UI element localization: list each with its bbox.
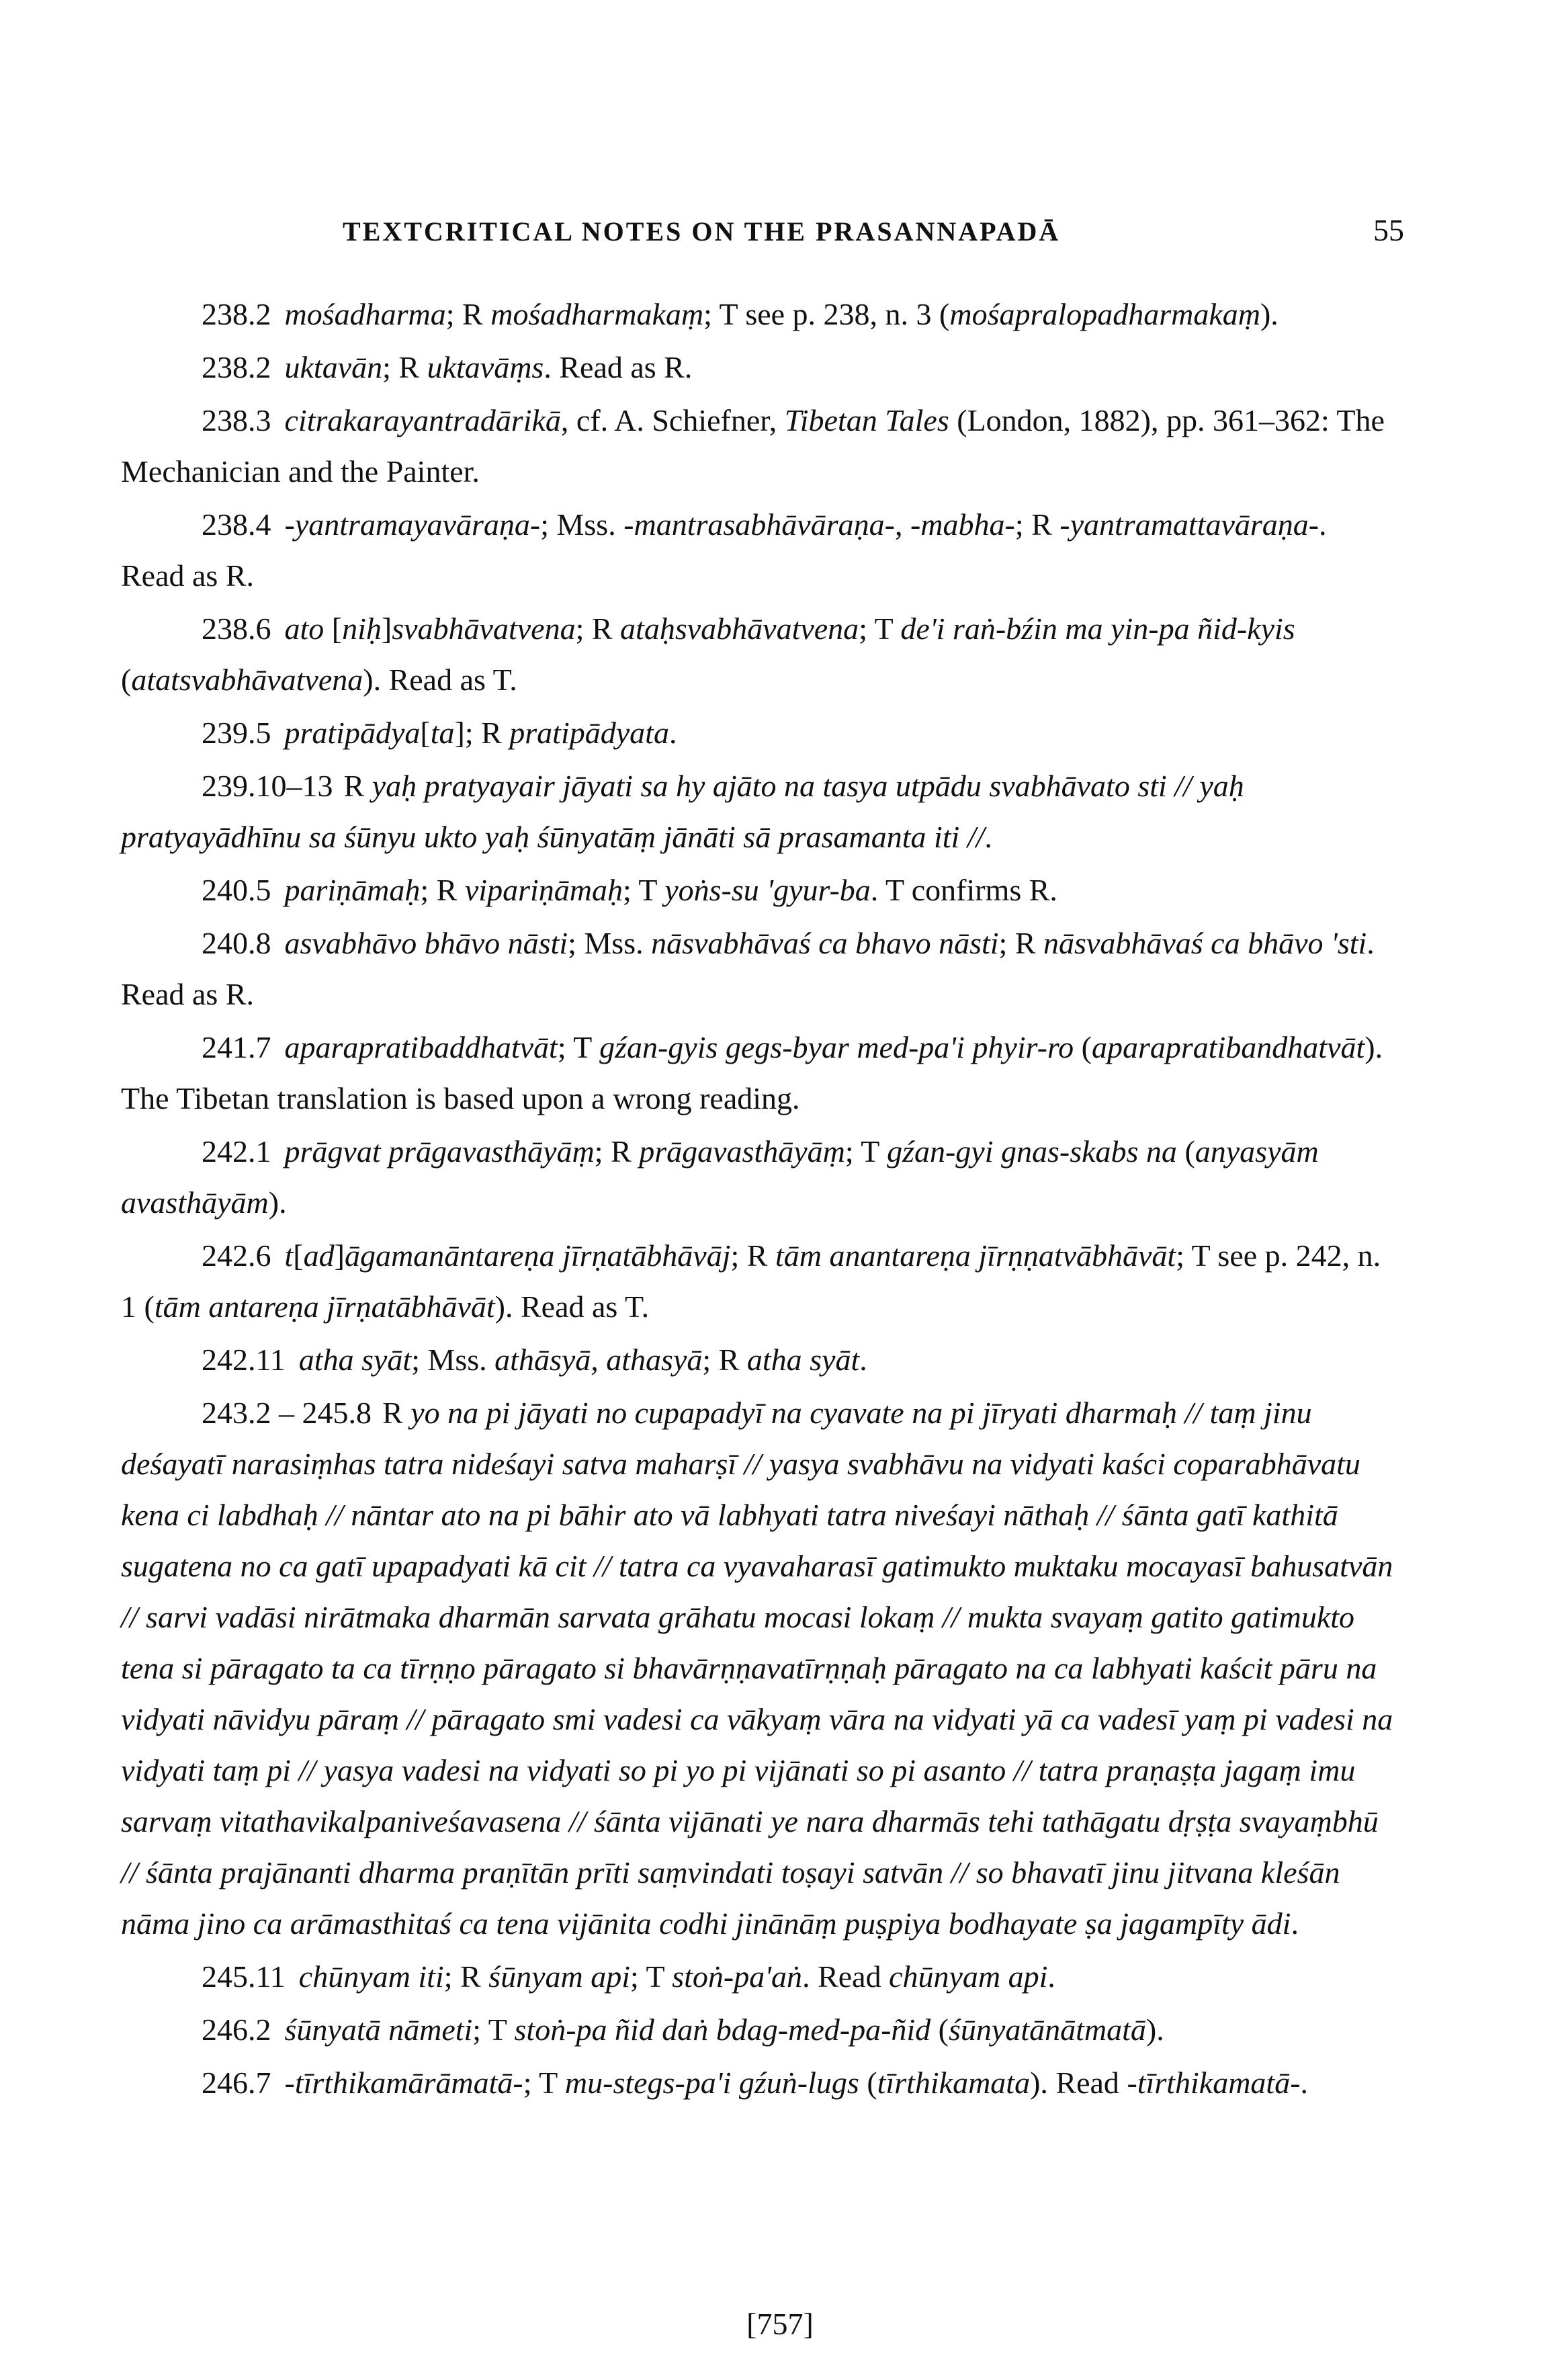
note-italic-text: -tīrthikamatā- [1127, 2066, 1301, 2100]
note-text: ; T see p. 238, n. 3 ( [703, 297, 950, 331]
textcritical-notes [121, 289, 1397, 2111]
note-text: ; T [844, 1134, 887, 1168]
page-footer [0, 2306, 1560, 2342]
note-text: ; Mss. [540, 507, 624, 542]
note-text: ; Mss. [568, 926, 652, 960]
note-italic-text: athāsyā, athasyā [494, 1343, 703, 1377]
note-text: . [984, 820, 992, 854]
note-italic-text: t [284, 1238, 294, 1273]
note-text: . [859, 1343, 867, 1377]
note-text: ; R [730, 1238, 775, 1273]
note-italic-text: mośapralopadharmakaṃ [949, 297, 1260, 331]
note-entry [121, 865, 1397, 916]
note-italic-text: āgamanāntareṇa jīrṇatābhāvāj [344, 1238, 731, 1273]
note-italic-text: yaḥ pratyayair jāyati sa hy ajāto na tasya utpādu svabhāvato sti // yaḥ pratyayādhīnu sa śūnyu ukto yaḥ śūnyatāṃ jānāti sā prasamanta iti // [121, 769, 1244, 854]
note-reference: 240.5 [202, 873, 271, 907]
note-reference: 242.6 [202, 1238, 271, 1273]
note-entry [121, 499, 1397, 601]
note-italic-text: nāsvabhāvaś ca bhavo nāsti [651, 926, 999, 960]
note-italic-text: gźan-gyi gnas-skabs na [887, 1134, 1177, 1168]
page-number: 55 [1373, 213, 1404, 247]
note-entry [121, 395, 1397, 497]
note-entry [121, 761, 1397, 863]
note-reference: 246.2 [202, 2012, 271, 2047]
note-italic-text: ato [284, 611, 324, 646]
note-text: ; R [382, 350, 427, 384]
note-text: ). The Tibetan translation is based upon a wrong reading. [121, 1030, 1383, 1115]
note-text: ; T see p. 242, n. 1 ( [121, 1238, 1381, 1324]
note-italic-text: nāsvabhāvaś ca bhāvo 'sti [1043, 926, 1367, 960]
note-text: ; Mss. [411, 1343, 495, 1377]
note-italic-text: uktavān [284, 350, 383, 384]
page-header [343, 212, 1404, 248]
note-italic-text: tām antareṇa jīrṇatābhāvāt [154, 1289, 495, 1324]
note-italic-text: atha syāt [746, 1343, 860, 1377]
note-text: [ [293, 1238, 304, 1273]
note-entry [121, 2004, 1397, 2055]
note-italic-text: aparapratibaddhatvāt [284, 1030, 558, 1064]
note-text: ; T [472, 2012, 515, 2047]
note-text: ). [268, 1185, 287, 1220]
note-italic-text: gźan-gyis gegs-byar med-pa'i phyir-ro [599, 1030, 1074, 1064]
note-text: ] [381, 611, 392, 646]
note-italic-text: vipariṇāmaḥ [464, 873, 623, 907]
note-italic-text: -mabha- [910, 507, 1015, 542]
note-italic-text: mu-stegs-pa'i gźuṅ-lugs [564, 2066, 859, 2100]
note-text: ; T [859, 611, 901, 646]
note-text: [ [324, 611, 343, 646]
note-text: ). Read as T. [494, 1289, 650, 1324]
note-italic-text: prāgavasthāyāṃ [639, 1134, 845, 1168]
note-italic-text: de'i raṅ-bźin ma yin-pa ñid-kyis [900, 611, 1295, 646]
note-entry [121, 1230, 1397, 1332]
note-italic-text: asvabhāvo bhāvo nāsti [284, 926, 568, 960]
note-italic-text: ad [303, 1238, 335, 1273]
note-text: , cf. A. Schiefner, [560, 403, 785, 437]
note-reference: 239.5 [202, 716, 271, 750]
note-text: ( [1074, 1030, 1092, 1064]
note-entry [121, 603, 1397, 706]
note-italic-text: -yantramayavāraṇa- [284, 507, 541, 542]
note-reference: 246.7 [202, 2066, 271, 2100]
note-text: [ [420, 716, 431, 750]
note-text: ; R [1014, 507, 1060, 542]
note-text: . T confirms R. [870, 873, 1057, 907]
note-text: ; R [420, 873, 465, 907]
note-italic-text: stoṅ-pa ñid daṅ bdag-med-pa-ñid [514, 2012, 931, 2047]
note-text: ; R [575, 611, 621, 646]
note-italic-text: tām anantareṇa jīrṇṇatvābhāvāt [775, 1238, 1176, 1273]
note-italic-text: pratipādya [284, 716, 421, 750]
note-text: ). Read [1030, 2066, 1127, 2100]
note-italic-text: mośadharmakaṃ [490, 297, 704, 331]
note-italic-text: uktavāṃs [427, 350, 544, 384]
note-italic-text: yoṅs-su 'gyur-ba [664, 873, 871, 907]
note-italic-text: ataḥsvabhāvatvena [620, 611, 859, 646]
note-italic-text: chūnyam api [889, 1959, 1048, 1994]
running-title: TEXTCRITICAL NOTES ON THE PRASANNAPADĀ [343, 216, 1061, 247]
note-reference: 243.2 – 245.8 [202, 1396, 372, 1430]
note-entry [121, 708, 1397, 759]
note-italic-text: śūnyatānātmatā [949, 2012, 1146, 2047]
note-reference: 238.2 [202, 350, 271, 384]
note-text: ( [859, 2066, 877, 2100]
note-italic-text: aparapratibandhatvāt [1091, 1030, 1365, 1064]
note-text: ]; R [454, 716, 510, 750]
note-text: (London, 1882), pp. 361–362: The Mechanician and the Painter. [121, 403, 1385, 488]
note-italic-text: mośadharma [284, 297, 446, 331]
note-reference: 239.10–13 [202, 769, 333, 803]
note-text: ; R [445, 297, 491, 331]
note-reference: 242.1 [202, 1134, 271, 1168]
note-reference: 245.11 [202, 1959, 286, 1994]
note-italic-text: chūnyam iti [298, 1959, 444, 1994]
note-text: ). Read as T. [363, 663, 517, 697]
note-italic-text: niḥ [342, 611, 382, 646]
note-italic-text: svabhāvatvena [392, 611, 576, 646]
note-text: ( [121, 663, 132, 697]
note-italic-text: tīrthikamata [877, 2066, 1031, 2100]
note-entry [121, 2057, 1397, 2109]
note-text: . Read as R. [121, 507, 1327, 593]
note-entry [121, 918, 1397, 1020]
note-italic-text: śūnyam api [488, 1959, 630, 1994]
note-text: ] [334, 1238, 345, 1273]
note-reference: 238.4 [202, 507, 271, 542]
note-text: ; T [622, 873, 665, 907]
note-text: ). [1145, 2012, 1164, 2047]
note-entry [121, 1022, 1397, 1124]
note-text: . [668, 716, 677, 750]
note-text: R [382, 1396, 411, 1430]
folio-number: [757] [746, 2307, 814, 2341]
note-text: ; R [998, 926, 1044, 960]
note-text: R [343, 769, 372, 803]
note-text: ; T [630, 1959, 673, 1994]
note-italic-text: pariṇāmaḥ [284, 873, 421, 907]
note-italic-text: -tīrthikamārāmatā- [284, 2066, 523, 2100]
note-italic-text: anyasyām avasthāyām [121, 1134, 1319, 1220]
note-text: ( [930, 2012, 949, 2047]
note-italic-text: pratipādyata [509, 716, 669, 750]
note-reference: 240.8 [202, 926, 271, 960]
note-entry [121, 1951, 1397, 2002]
note-italic-text: śūnyatā nāmeti [284, 2012, 473, 2047]
note-text: ( [1176, 1134, 1195, 1168]
note-italic-text: ta [430, 716, 455, 750]
note-entry [121, 1126, 1397, 1228]
note-entry [121, 1388, 1397, 1949]
note-text: , [894, 507, 910, 542]
note-entry [121, 1334, 1397, 1386]
note-text: ; R [702, 1343, 747, 1377]
note-text: . [1291, 1906, 1299, 1941]
note-text: ; R [594, 1134, 640, 1168]
note-italic-text: stoṅ-pa'aṅ [672, 1959, 803, 1994]
note-italic-text: atha syāt [298, 1343, 412, 1377]
note-reference: 238.6 [202, 611, 271, 646]
note-italic-text: -mantrasabhāvāraṇa- [623, 507, 895, 542]
note-italic-text: atatsvabhāvatvena [131, 663, 363, 697]
note-entry [121, 289, 1397, 340]
note-text: . Read as R. [544, 350, 693, 384]
note-reference: 238.3 [202, 403, 271, 437]
note-italic-text: -yantramattavāraṇa- [1059, 507, 1319, 542]
note-reference: 242.11 [202, 1343, 286, 1377]
note-reference: 241.7 [202, 1030, 271, 1064]
note-text: ; T [523, 2066, 565, 2100]
note-text: . Read as R. [121, 926, 1375, 1011]
note-text: . [1047, 1959, 1055, 1994]
note-entry [121, 342, 1397, 393]
note-text: ). [1260, 297, 1279, 331]
note-italic-text: Tibetan Tales [784, 403, 949, 437]
note-reference: 238.2 [202, 297, 271, 331]
note-text: ; R [443, 1959, 489, 1994]
note-italic-text: citrakarayantradārikā [284, 403, 561, 437]
note-text: ; T [557, 1030, 600, 1064]
note-text: . Read [802, 1959, 890, 1994]
note-italic-text: yo na pi jāyati no cupapadyī na cyavate na pi jīryati dharmaḥ // taṃ jinu deśayatī narasiṃhas tatra nideśayi satva maharṣī // yasya svabhāvu na vidyati kaści coparabhāvatu kena ci labdhaḥ // nāntar ato na pi bāhir ato vā labhyati tatra niveśayi nāthaḥ // śānta gatī kathitā sugatena no ca gatī upapadyati kā cit // tatra ca vyavaharasī gatimukto muktaku mocayasī bahusatvān // sarvi vadāsi nirātmaka dharmān sarvata grāhatu mocasi lokaṃ // mukta svayaṃ gatito gatimukto tena si pāragato ta ca tīrṇṇo pāragato si bhavārṇṇavatīrṇṇaḥ pāragato na ca labhyati kaścit pāru na vidyati nāvidyu pāraṃ // pāragato smi vadesi ca vākyaṃ vāra na vidyati yā ca vadesī yaṃ pi vadesi na vidyati taṃ pi // yasya vadesi na vidyati so pi yo pi vijānati so pi asanto // tatra praṇaṣṭa jagaṃ imu sarvaṃ vitathavikalpaniveśavasena // śānta vijānati ye nara dharmās tehi tathāgatu dṛṣṭa svayaṃbhū // śānta prajānanti dharma praṇītān prīti saṃvindati toṣayi satvān // so bhavatī jinu jitvana kleśān nāma jino ca arāmasthitaś ca tena vijānita codhi jinānāṃ puṣpiya bodhayate ṣa jagampīty ādi [121, 1396, 1393, 1941]
note-italic-text: prāgvat prāgavasthāyāṃ [284, 1134, 595, 1168]
note-text: . [1300, 2066, 1309, 2100]
